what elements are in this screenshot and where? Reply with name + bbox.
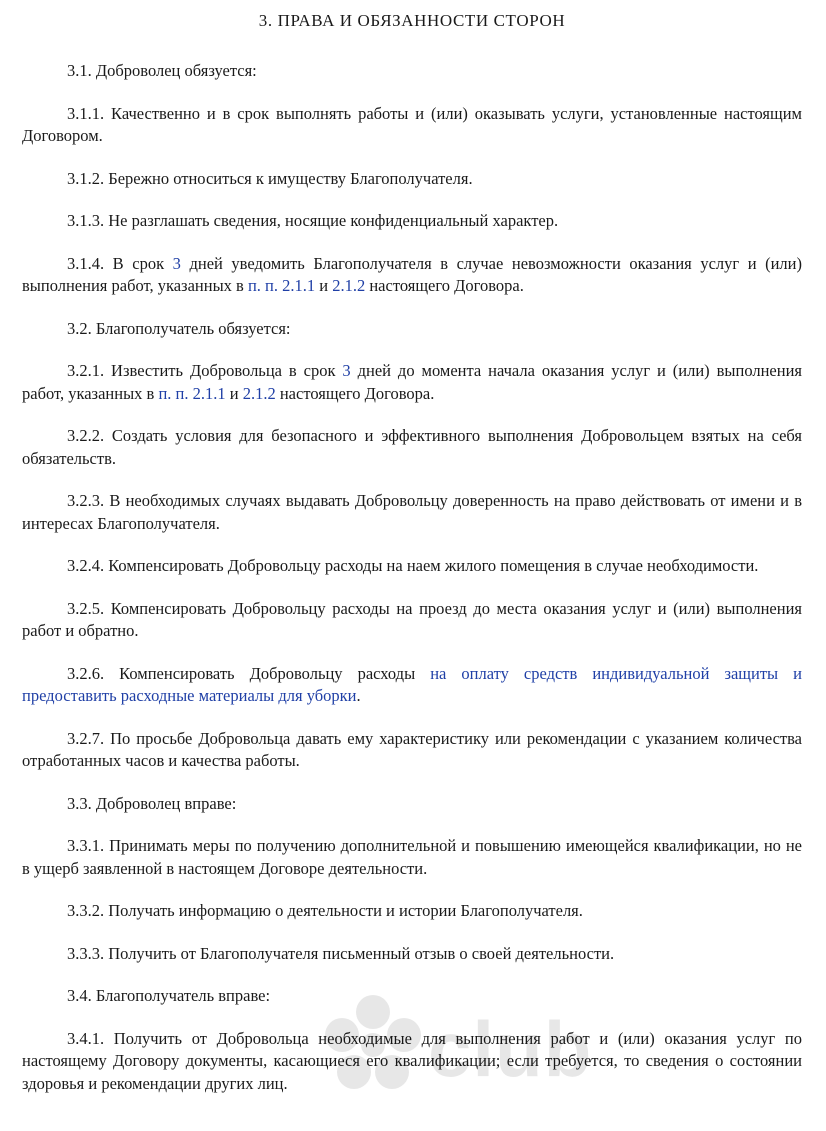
paragraph-p333 (22, 943, 802, 966)
paragraph-p32 (22, 318, 802, 341)
text-run: 3.1.1. Качественно и в срок выполнять работы и (или) оказывать услуги, установленные настоящим Договором. (22, 103, 802, 145)
paragraph-p341 (22, 1028, 802, 1096)
reference-link: 3 (172, 253, 181, 273)
text-run: . (356, 686, 361, 705)
text-run: дней уведомить Благополучателя в случае невозможности оказания услуг и (или) выполнения работ, указанных в (22, 253, 802, 295)
text-run: настоящего Договора. (275, 383, 435, 403)
text-run: и (225, 383, 243, 403)
text-run: дней до момента начала оказания услуг и (или) выполнения работ, указанных в (22, 361, 802, 403)
paragraph-p322 (22, 425, 802, 470)
paragraph-p34 (22, 985, 802, 1008)
paragraph-p324 (22, 555, 802, 578)
text-run: 3.4. Благополучатель вправе: (67, 986, 271, 1005)
text-run: 3.1.3. Не разглашать сведения, носящие конфиденциальный характер. (67, 211, 559, 230)
text-run: 3.2. Благополучатель обязуется: (67, 318, 291, 338)
text-run: настоящего Договора. (365, 276, 524, 295)
text-run: 3.2.5. Компенсировать Добровольцу расходы на проезд до места оказания услуг и (или) выполнения работ и обратно. (22, 598, 802, 640)
paragraph-p323 (22, 490, 802, 535)
paragraph-p33 (22, 793, 802, 816)
text-run: 3.2.2. Создать условия для безопасного и эффективного выполнения Добровольцем взятых на себя обязательств. (22, 426, 802, 468)
paragraph-p314 (22, 253, 802, 298)
text-run: 3.3.2. Получать информацию о деятельности и истории Благополучателя. (67, 901, 583, 920)
text-run: 3.1.4. В срок (67, 253, 173, 273)
text-run: 3.3.1. Принимать меры по получению дополнительной и повышению имеющейся квалификации, но не в ущерб заявленной в настоящем Договоре деятельности. (22, 836, 802, 878)
section-title: 3. ПРАВА И ОБЯЗАННОСТИ СТОРОН (258, 11, 566, 30)
paragraph-p321 (22, 360, 802, 405)
watermark-text: club (428, 1005, 593, 1093)
document-page (22, 8, 802, 1095)
paragraph-p326 (22, 663, 802, 708)
reference-link: на оплату средств индивидуальной защиты и предоставить расходные материалы для уборки (22, 663, 802, 705)
text-run: 3.4.1. Получить от Добровольца необходимые для выполнения работ и (или) оказания услуг по настоящему Договору документы, касающиеся его квалификации; если требуется, то сведения о состоянии здоровья и рекомендации других лиц. (22, 1028, 802, 1093)
paragraph-p332 (22, 900, 802, 923)
reference-link: п. п. 2.1.1 (247, 276, 316, 295)
document-body (22, 60, 802, 1095)
text-run: и (315, 276, 333, 295)
paragraph-p31 (22, 60, 802, 83)
text-run: 3.1.2. Бережно относиться к имуществу Благополучателя. (67, 168, 473, 188)
text-run: 3.3.3. Получить от Благополучателя письменный отзыв о своей деятельности. (67, 943, 615, 963)
reference-link: 2.1.2 (242, 383, 276, 403)
text-run: 3.1. Доброволец обязуется: (67, 61, 257, 80)
paragraph-p311 (22, 103, 802, 148)
text-run: 3.3. Доброволец вправе: (67, 793, 237, 813)
text-run: 3.2.6. Компенсировать Добровольцу расходы (67, 663, 431, 683)
text-run: 3.2.1. Известить Добровольца в срок (67, 361, 343, 380)
text-run: 3.2.3. В необходимых случаях выдавать Добровольцу доверенность на право действовать от имени и в интересах Благополучателя. (22, 491, 802, 533)
reference-link: п. п. 2.1.1 (158, 383, 226, 403)
paragraph-p313 (22, 210, 802, 233)
paragraph-p327 (22, 728, 802, 773)
reference-link: 3 (342, 361, 351, 380)
paragraph-p325 (22, 598, 802, 643)
reference-link: 2.1.2 (332, 276, 366, 295)
text-run: 3.2.7. По просьбе Добровольца давать ему характеристику или рекомендации с указанием количества отработанных часов и качества работы. (22, 728, 802, 770)
paragraph-p331 (22, 835, 802, 880)
paragraph-p312 (22, 168, 802, 191)
text-run: 3.2.4. Компенсировать Добровольцу расходы на наем жилого помещения в случае необходимости. (67, 556, 759, 575)
